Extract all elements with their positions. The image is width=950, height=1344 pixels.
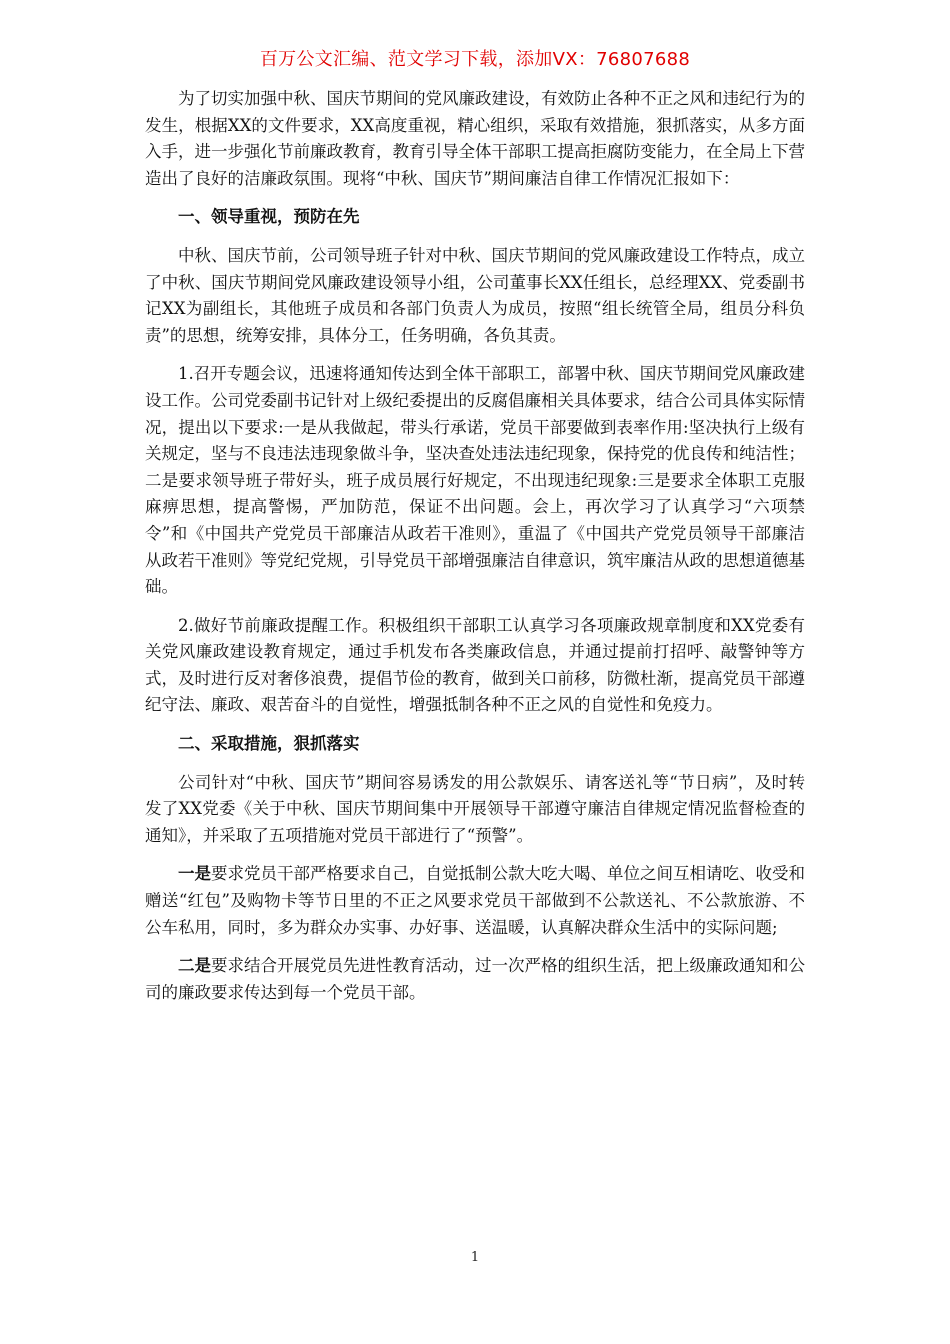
section-2-heading: 二、采取措施，狠抓落实 [178, 734, 360, 754]
item-1-text: 要求党员干部严格要求自己，自觉抵制公款大吃大喝、单位之间互相请吃、收受和赠送“红包”及购物卡等节日里的不正之风要求党员干部做到不公款送礼、不公款旅游、不公车私用，同时，多为群众办实事、办好事、送温暖，认真解决群众生活中的实际问题; [145, 864, 805, 937]
section-1-paragraph-3: 2.做好节前廉政提醒工作。积极组织干部职工认真学习各项廉政规章制度和XX党委有关党风廉政建设教育规定，通过手机发布各类廉政信息，并通过提前打招呼、敲警钟等方式，及时进行反对奢侈浪费，提倡节俭的教育，做到关口前移，防微杜渐，提高党员干部遵纪守法、廉政、艰苦奋斗的自觉性，增强抵制各种不正之风的自觉性和免疫力。 [145, 615, 805, 715]
intro-paragraph: 为了切实加强中秋、国庆节期间的党风廉政建设，有效防止各种不正之风和违纪行为的发生，根据XX的文件要求，XX高度重视，精心组织，采取有效措施，狠抓落实，从多方面入手，进一步强化节前廉政教育，教育引导全体干部职工提高拒腐防变能力，在全局上下营造出了良好的洁廉政氛围。现将“中秋、国庆节”期间廉洁自律工作情况汇报如下： [145, 89, 805, 188]
section-2-item-2 [145, 953, 805, 1006]
page-number: 1 [470, 1250, 480, 1265]
section-2-item-1 [145, 861, 805, 941]
section-1-heading: 一、领导重视，预防在先 [178, 207, 360, 227]
item-2-text: 要求结合开展党员先进性教育活动，过一次严格的组织生活，把上级廉政通知和公司的廉政要求传达到每一个党员干部。 [145, 956, 805, 1002]
section-1-paragraph-1: 中秋、国庆节前，公司领导班子针对中秋、国庆节期间的党风廉政建设工作特点，成立了中秋、国庆节期间党风廉政建设领导小组，公司董事长XX任组长，总经理XX、党委副书记XX为副组长，其他班子成员和各部门负责人为成员，按照“组长统管全局，组员分科负责”的思想，统筹安排，具体分工，任务明确，各负其责。 [145, 245, 805, 345]
section-1-paragraph-2: 1.召开专题会议，迅速将通知传达到全体干部职工，部署中秋、国庆节期间党风廉政建设工作。公司党委副书记针对上级纪委提出的反腐倡廉相关具体要求，结合公司具体实际情况，提出以下要求:一是从我做起，带头行承诺，党员干部要做到表率作用:坚决执行上级有关规定，坚与不良违法违现象做斗争，坚决查处违法违纪现象，保持党的优良传和纯洁性；二是要求领导班子带好头，班子成员展行好规定，不出现违纪现象:三是要求全体职工克服麻痹思想，提高警惕，严加防范，保证不出问题。会上，再次学习了认真学习“六项禁令”和《中国共产党党员干部廉洁从政若干准则》，重温了《中国共产党党员领导干部廉洁从政若干准则》等党纪党规，引导党员干部增强廉洁自律意识，筑牢廉洁从政的思想道德基础。 [145, 364, 805, 597]
item-1-lead: 一是 [178, 864, 211, 884]
section-2-paragraph-1: 公司针对“中秋、国庆节”期间容易诱发的用公款娱乐、请客送礼等“节日病”，及时转发了XX党委《关于中秋、国庆节期间集中开展领导干部遵守廉洁自律规定情况监督检查的通知》，并采取了五项措施对党员干部进行了“预警”。 [145, 772, 805, 845]
promo-banner: 百万公文汇编、范文学习下载，添加VX：76807688 [259, 49, 691, 70]
document-body [145, 86, 805, 1018]
item-2-lead: 二是 [178, 956, 211, 976]
